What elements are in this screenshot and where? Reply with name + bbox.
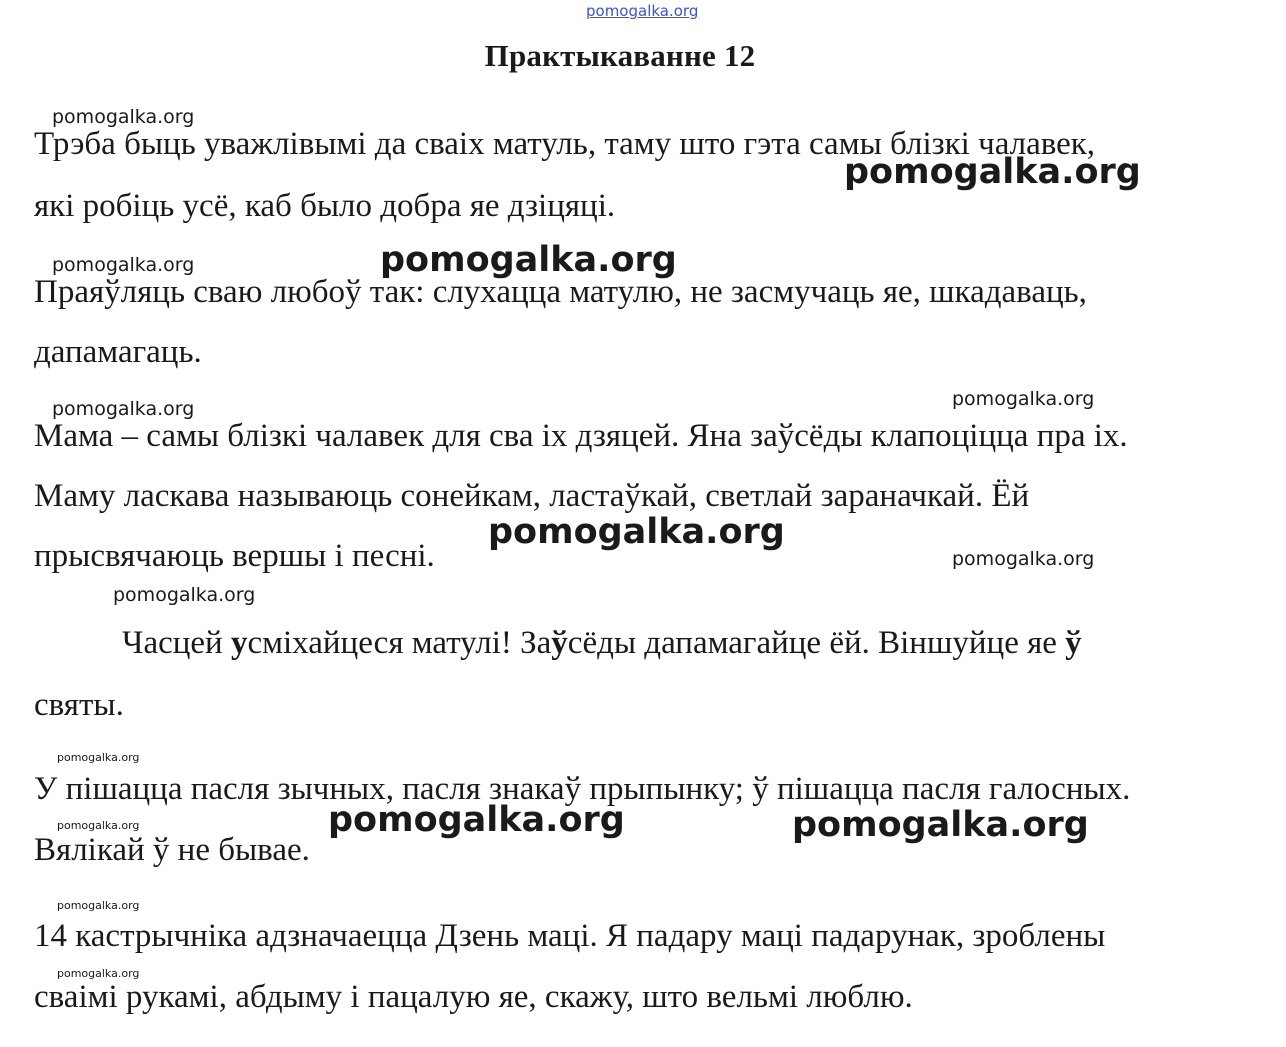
watermark-small: pomogalka.org <box>952 548 1095 570</box>
watermark-large: pomogalka.org <box>380 240 677 280</box>
watermark-small: pomogalka.org <box>952 388 1095 410</box>
paragraph-3-line-3: прысвячаюць вершы і песні. <box>34 538 435 574</box>
paragraph-1-line-1: Трэба быць уважлівымі да сваіх матуль, таму што гэта самы блізкі чалавек, <box>34 126 1096 162</box>
watermark-small: pomogalka.org <box>52 398 195 420</box>
page-title: Практыкаванне 12 <box>484 38 756 73</box>
watermark-top-link[interactable]: pomogalka.org <box>586 2 699 20</box>
watermark-large: pomogalka.org <box>844 152 1141 192</box>
bold-letter: ў <box>1065 625 1082 661</box>
text-segment: сміхайцеся матулі! За <box>247 625 552 661</box>
watermark-large: pomogalka.org <box>792 805 1089 845</box>
paragraph-5-line-2: Вялікай ў не бывае. <box>34 832 310 868</box>
watermark-large: pomogalka.org <box>488 512 785 552</box>
paragraph-3-line-2: Маму ласкава называюць сонейкам, ластаўкай, светлай зараначкай. Ёй <box>34 478 1030 514</box>
watermark-tiny: pomogalka.org <box>57 967 140 980</box>
paragraph-2-line-1: Праяўляць сваю любоў так: слухацца матулю, не засмучаць яе, шкадаваць, <box>34 274 1087 310</box>
paragraph-6-line-2: сваімі рукамі, абдыму і пацалую яе, скажу, што вельмі люблю. <box>34 979 913 1015</box>
text-segment: сёды дапамагайце ёй. Віншуйце яе <box>567 625 1066 661</box>
paragraph-4-line-1 <box>122 627 1082 660</box>
bold-letter: у <box>230 625 248 661</box>
paragraph-6-line-1: 14 кастрычніка адзначаецца Дзень маці. Я падару маці падарунак, зроблены <box>34 918 1106 954</box>
watermark-small: pomogalka.org <box>113 584 256 606</box>
paragraph-3-line-1: Мама – самы блізкі чалавек для сва іх дзяцей. Яна заўсёды клапоціцца пра іх. <box>34 418 1128 454</box>
watermark-tiny: pomogalka.org <box>57 899 140 912</box>
bold-letter: ў <box>551 625 568 661</box>
watermark-large: pomogalka.org <box>328 800 625 840</box>
watermark-small: pomogalka.org <box>52 106 195 128</box>
watermark-small: pomogalka.org <box>52 254 195 276</box>
paragraph-1-line-2: які робіць усё, каб было добра яе дзіцяці. <box>34 188 616 224</box>
paragraph-4-line-2: святы. <box>34 687 124 723</box>
paragraph-2-line-2: дапамагаць. <box>34 334 202 370</box>
watermark-tiny: pomogalka.org <box>57 751 140 764</box>
watermark-tiny: pomogalka.org <box>57 819 140 832</box>
text-segment: Часцей <box>122 625 231 661</box>
paragraph-5-line-1: У пішацца пасля зычных, пасля знакаў прыпынку; ў пішацца пасля галосных. <box>34 771 1131 807</box>
